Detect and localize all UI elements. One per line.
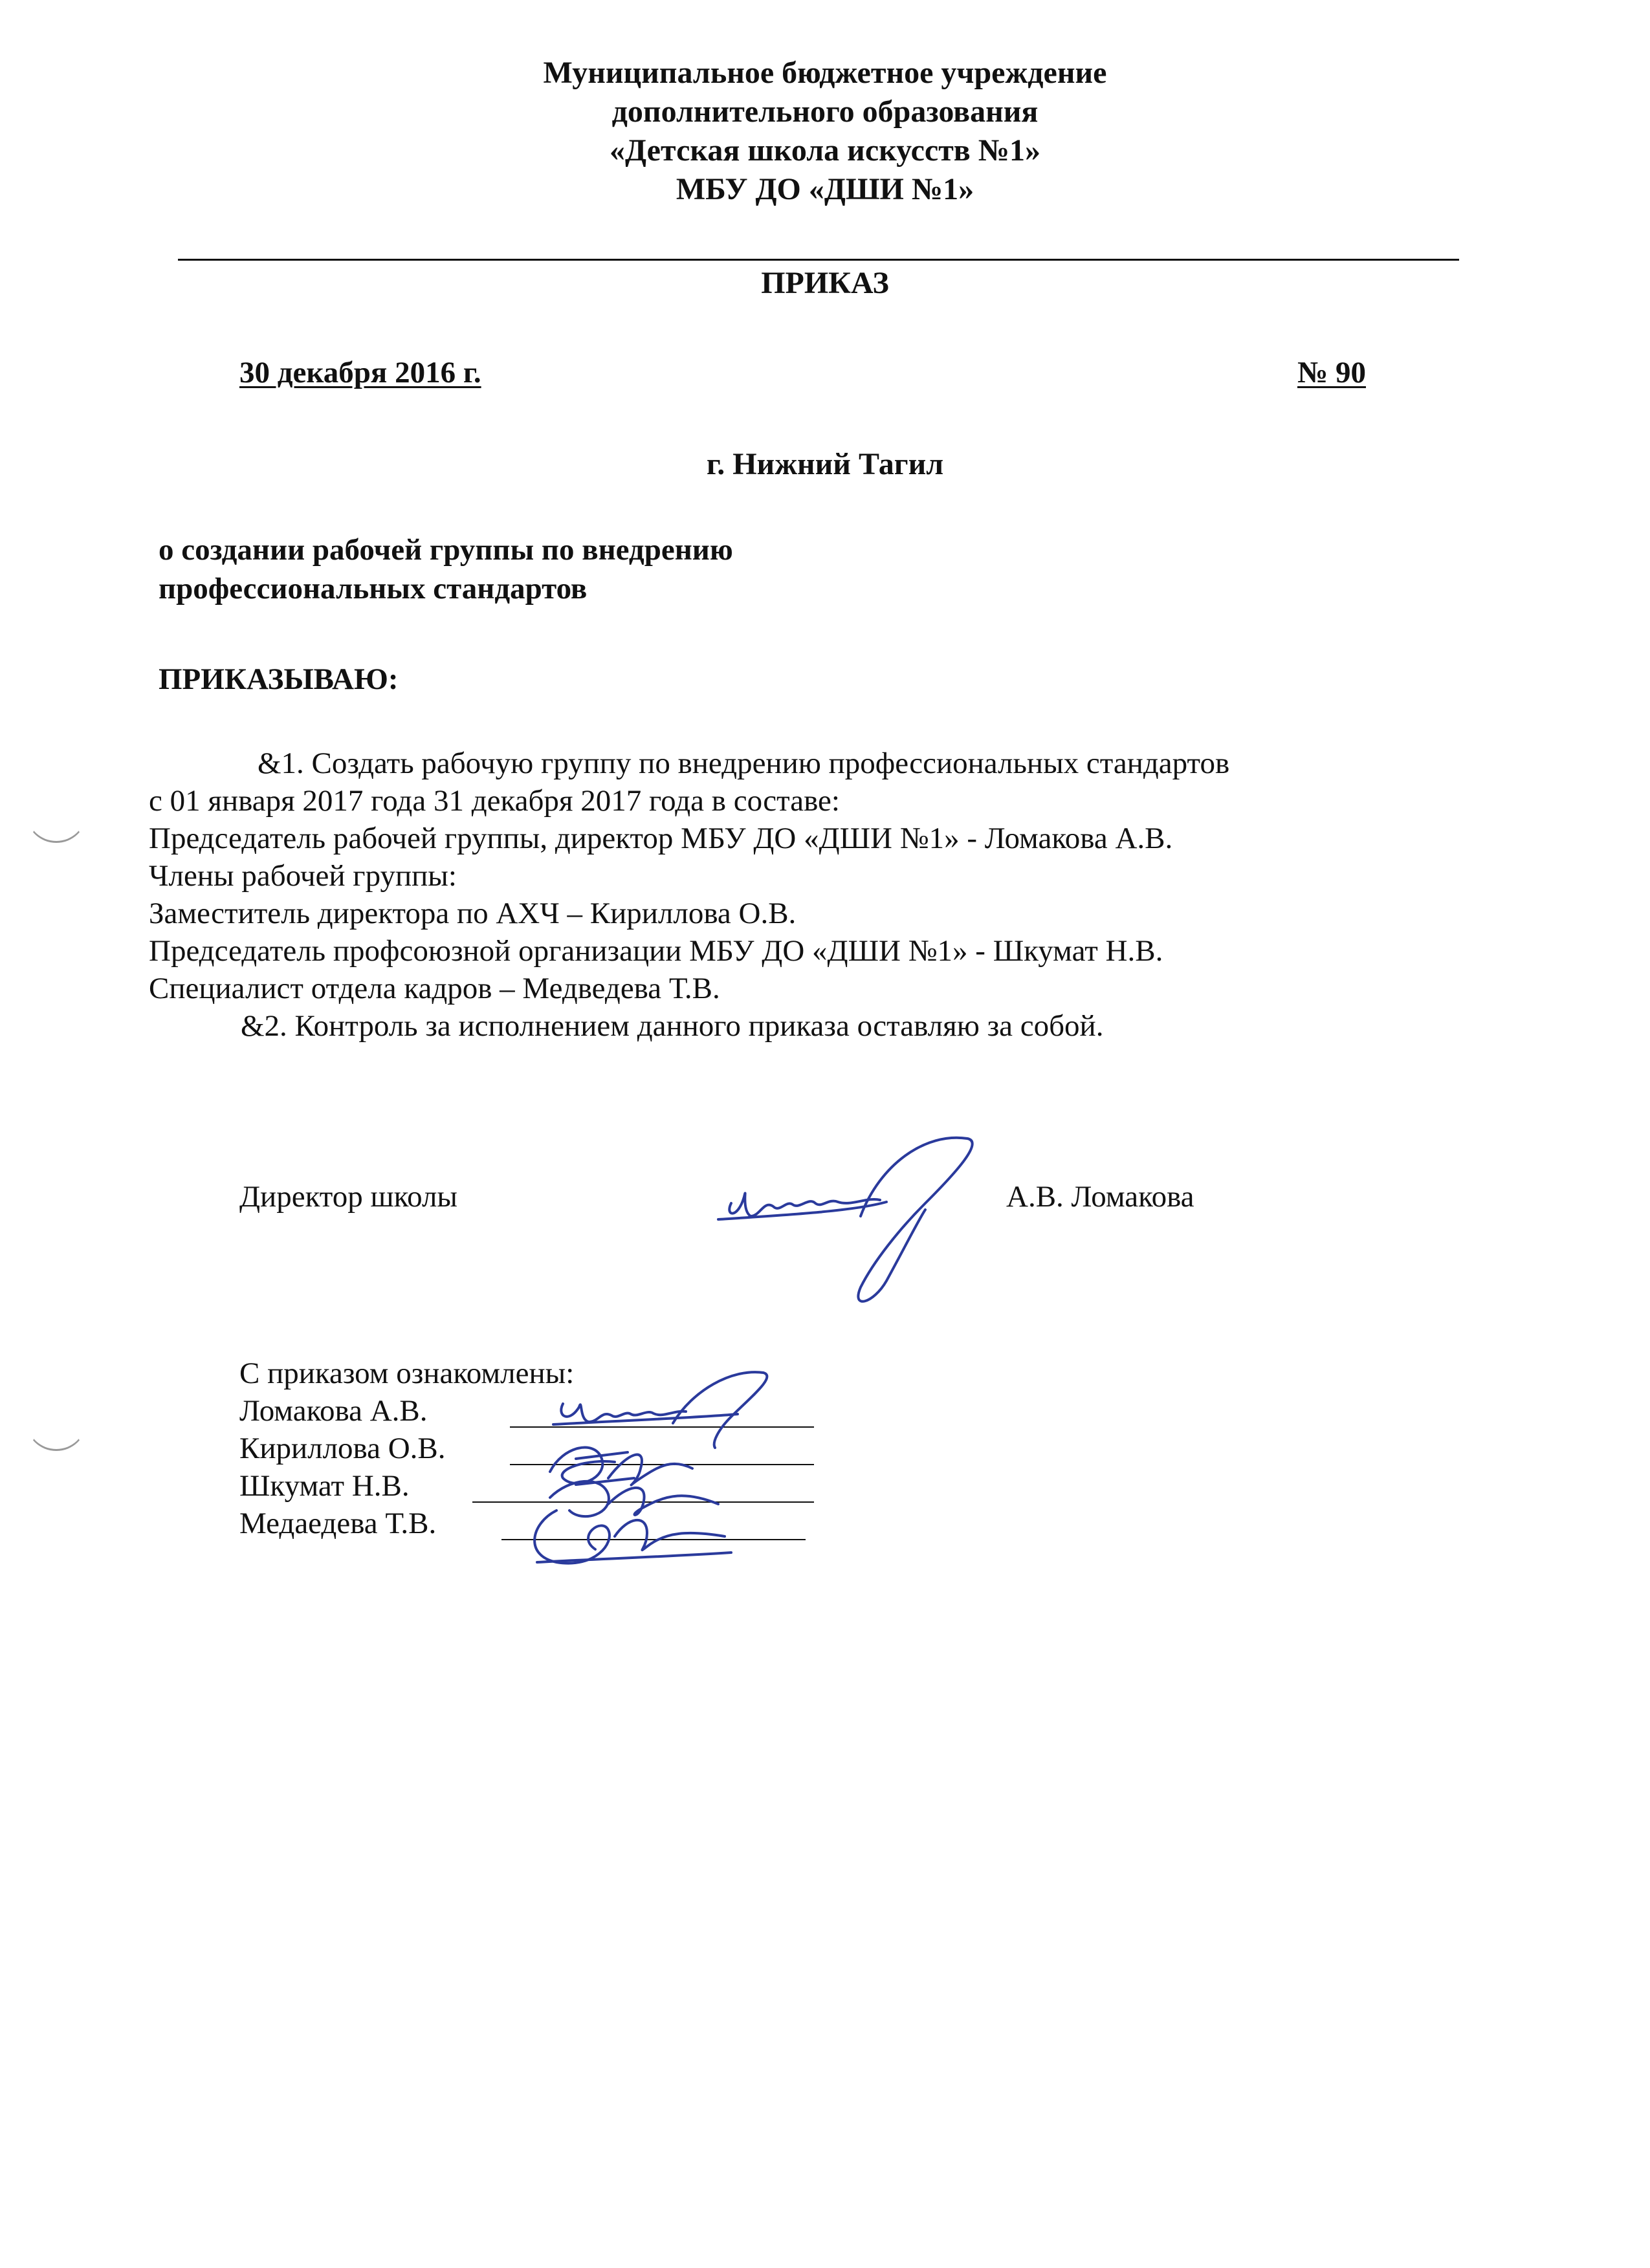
signature-medvedeva (518, 1498, 751, 1575)
paragraph-2: &2. Контроль за исполнением данного приказа оставляю за собой. (241, 1009, 1104, 1043)
acknowledged-name-1: Ломакова А.В. (239, 1394, 428, 1428)
chair-line: Председатель рабочей группы, директор МБУ ДО «ДШИ №1» - Ломакова А.В. (149, 822, 1173, 855)
punch-hole-top (26, 783, 87, 843)
subject-line-1: о создании рабочей группы по внедрению (159, 533, 733, 567)
header-divider (178, 259, 1459, 261)
org-name-line-2: дополнительного образования (611, 94, 1039, 129)
acknowledged-name-3: Шкумат Н.В. (239, 1469, 410, 1503)
members-title: Члены рабочей группы: (149, 859, 457, 893)
subject-line-2: профессиональных стандартов (159, 572, 588, 605)
paragraph-1-line-2: с 01 января 2017 года 31 декабря 2017 года в составе: (149, 784, 840, 818)
org-short-name: МБУ ДО «ДШИ №1» (676, 172, 974, 206)
acknowledged-name-2: Кириллова О.В. (239, 1432, 446, 1465)
document-type: ПРИКАЗ (761, 266, 889, 300)
member-3: Специалист отдела кадров – Медведева Т.В. (149, 972, 720, 1005)
org-name-line-3: «Детская школа искусств №1» (610, 133, 1040, 168)
member-1: Заместитель директора по АХЧ – Кириллова О.В. (149, 897, 797, 930)
order-date: 30 декабря 2016 г. (239, 356, 481, 389)
order-word: ПРИКАЗЫВАЮ: (159, 662, 399, 696)
order-number: № 90 (1297, 356, 1366, 389)
director-signature (712, 1126, 1022, 1320)
member-2: Председатель профсоюзной организации МБУ ДО «ДШИ №1» - Шкумат Н.В. (149, 934, 1163, 968)
paragraph-1-line-1: &1. Создать рабочую группу по внедрению профессиональных стандартов (258, 747, 1230, 780)
acknowledged-name-4: Медаедева Т.В. (239, 1507, 437, 1540)
acknowledged-title: С приказом ознакомлены: (239, 1357, 575, 1390)
punch-hole-bottom (26, 1391, 87, 1451)
signer-position: Директор школы (239, 1180, 458, 1214)
city: г. Нижний Тагил (706, 447, 944, 481)
signer-name: А.В. Ломакова (1006, 1180, 1194, 1214)
org-name-line-1: Муниципальное бюджетное учреждение (543, 56, 1107, 90)
